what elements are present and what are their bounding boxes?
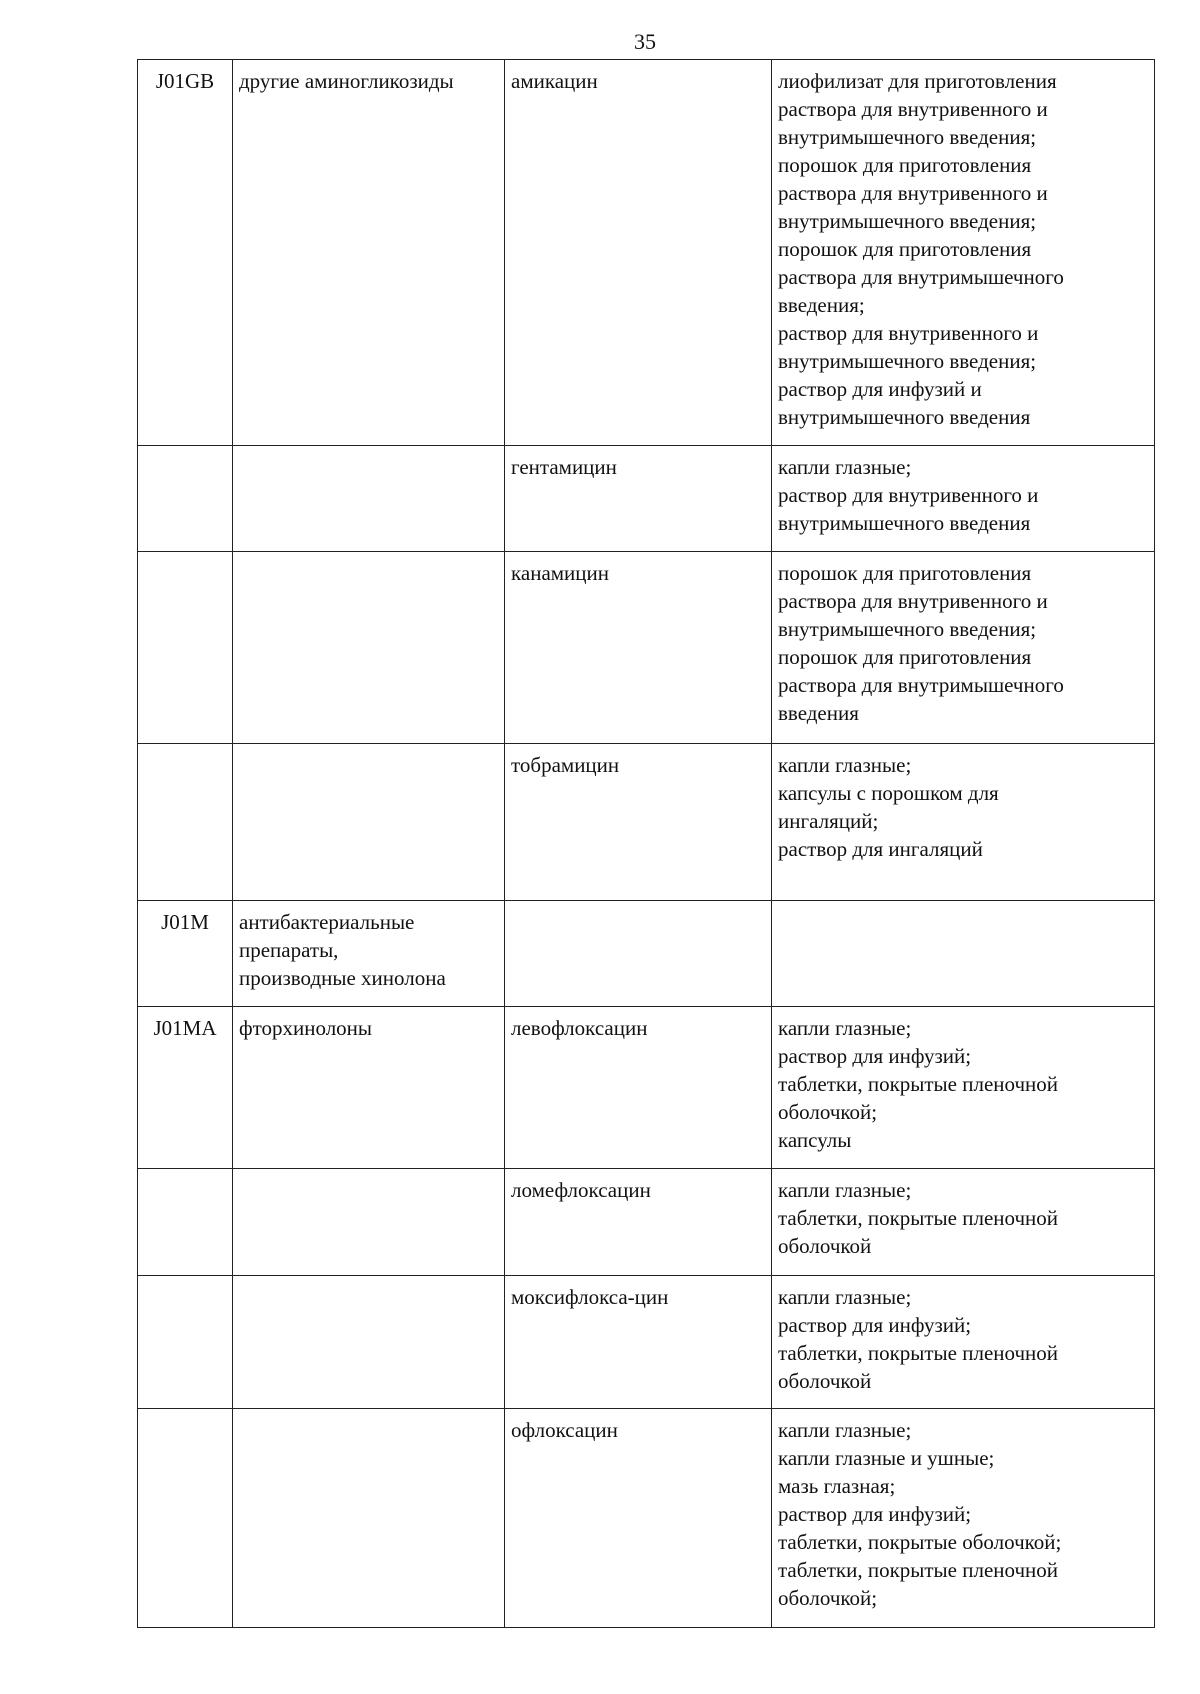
- dosage-form-line: раствор для внутривенного и: [778, 483, 1039, 507]
- drug-name-cell: гентамицин: [505, 446, 772, 552]
- dosage-form-line: введения: [778, 701, 859, 725]
- dosage-form-line: внутримышечного введения;: [778, 209, 1037, 233]
- drug-name-cell: канамицин: [505, 552, 772, 744]
- group-cell: [233, 1276, 505, 1409]
- atc-code-cell: [138, 1409, 233, 1628]
- atc-code-cell: J01MA: [138, 1007, 233, 1169]
- drug-name-cell: офлоксацин: [505, 1409, 772, 1628]
- dosage-form-line: раствор для инфузий;: [778, 1313, 972, 1337]
- table-row: [138, 552, 1155, 744]
- group-line: фторхинолоны: [239, 1016, 373, 1040]
- table-row: [138, 1276, 1155, 1409]
- dosage-form-line: внутримышечного введения: [778, 405, 1031, 429]
- dosage-form-line: капли глазные;: [778, 753, 912, 777]
- dosage-form-line: раствора для внутривенного и: [778, 181, 1048, 205]
- group-cell: [233, 1007, 505, 1169]
- table-row: [138, 446, 1155, 552]
- dosage-form-line: капли глазные и ушные;: [778, 1446, 995, 1470]
- dosage-form-cell: [772, 1409, 1155, 1628]
- dosage-form-line: лиофилизат для приготовления: [778, 69, 1057, 93]
- drug-table: [137, 59, 1155, 1628]
- dosage-form-line: капсулы: [778, 1128, 852, 1152]
- table-row: [138, 1409, 1155, 1628]
- atc-code-cell: J01GB: [138, 60, 233, 446]
- dosage-form-line: порошок для приготовления: [778, 237, 1032, 261]
- table-row: [138, 1007, 1155, 1169]
- dosage-form-line: раствор для ингаляций: [778, 837, 983, 861]
- dosage-form-line: капсулы с порошком для: [778, 781, 999, 805]
- dosage-form-line: раствор для инфузий;: [778, 1044, 972, 1068]
- dosage-form-line: таблетки, покрытые пленочной: [778, 1072, 1059, 1096]
- dosage-form-line: раствор для внутривенного и: [778, 321, 1039, 345]
- atc-code-cell: [138, 446, 233, 552]
- group-line: другие аминогликозиды: [239, 69, 454, 93]
- dosage-form-line: раствор для инфузий и: [778, 377, 982, 401]
- group-cell: [233, 446, 505, 552]
- group-line: антибактериальные: [239, 910, 415, 934]
- drug-name-cell: [505, 901, 772, 1007]
- drug-name-cell: амикацин: [505, 60, 772, 446]
- page-number: 35: [634, 29, 656, 54]
- dosage-form-line: раствора для внутримышечного: [778, 673, 1064, 697]
- dosage-form-line: внутримышечного введения;: [778, 349, 1037, 373]
- drug-name-cell: моксифлокса-цин: [505, 1276, 772, 1409]
- dosage-form-cell: [772, 1169, 1155, 1276]
- dosage-form-line: порошок для приготовления: [778, 153, 1032, 177]
- dosage-form-line: таблетки, покрытые оболочкой;: [778, 1530, 1062, 1554]
- dosage-form-line: капли глазные;: [778, 1016, 912, 1040]
- dosage-form-line: таблетки, покрытые пленочной: [778, 1206, 1059, 1230]
- drug-name-cell: ломефлоксацин: [505, 1169, 772, 1276]
- atc-code-cell: [138, 744, 233, 901]
- table-row: [138, 744, 1155, 901]
- dosage-form-line: ингаляций;: [778, 809, 879, 833]
- dosage-form-line: капли глазные;: [778, 1285, 912, 1309]
- dosage-form-cell: [772, 1007, 1155, 1169]
- dosage-form-line: раствора для внутривенного и: [778, 97, 1048, 121]
- atc-code-cell: [138, 552, 233, 744]
- dosage-form-cell: [772, 1276, 1155, 1409]
- dosage-form-cell: [772, 60, 1155, 446]
- table-row: [138, 60, 1155, 446]
- dosage-form-line: раствора для внутривенного и: [778, 589, 1048, 613]
- dosage-form-line: капли глазные;: [778, 455, 912, 479]
- dosage-form-line: мазь глазная;: [778, 1474, 896, 1498]
- group-cell: [233, 1409, 505, 1628]
- dosage-form-line: порошок для приготовления: [778, 561, 1032, 585]
- dosage-form-line: оболочкой;: [778, 1100, 878, 1124]
- group-cell: [233, 552, 505, 744]
- dosage-form-line: оболочкой: [778, 1234, 872, 1258]
- dosage-form-line: порошок для приготовления: [778, 645, 1032, 669]
- dosage-form-line: таблетки, покрытые пленочной: [778, 1558, 1059, 1582]
- dosage-form-cell: [772, 901, 1155, 1007]
- dosage-form-line: капли глазные;: [778, 1418, 912, 1442]
- dosage-form-line: оболочкой: [778, 1369, 872, 1393]
- dosage-form-line: введения;: [778, 293, 865, 317]
- dosage-form-cell: [772, 552, 1155, 744]
- table-row: [138, 901, 1155, 1007]
- group-line: препараты,: [239, 938, 339, 962]
- drug-name-cell: тобрамицин: [505, 744, 772, 901]
- dosage-form-line: раствор для инфузий;: [778, 1502, 972, 1526]
- table-row: [138, 1169, 1155, 1276]
- atc-code-cell: J01M: [138, 901, 233, 1007]
- atc-code-cell: [138, 1169, 233, 1276]
- group-cell: [233, 60, 505, 446]
- dosage-form-line: внутримышечного введения;: [778, 617, 1037, 641]
- drug-name-cell: левофлоксацин: [505, 1007, 772, 1169]
- atc-code-cell: [138, 1276, 233, 1409]
- dosage-form-line: внутримышечного введения: [778, 511, 1031, 535]
- group-cell: [233, 1169, 505, 1276]
- dosage-form-line: оболочкой;: [778, 1586, 878, 1610]
- dosage-form-cell: [772, 446, 1155, 552]
- dosage-form-cell: [772, 744, 1155, 901]
- dosage-form-line: раствора для внутримышечного: [778, 265, 1064, 289]
- group-cell: [233, 744, 505, 901]
- dosage-form-line: внутримышечного введения;: [778, 125, 1037, 149]
- dosage-form-line: таблетки, покрытые пленочной: [778, 1341, 1059, 1365]
- group-line: производные хинолона: [239, 966, 446, 990]
- group-cell: [233, 901, 505, 1007]
- dosage-form-line: капли глазные;: [778, 1178, 912, 1202]
